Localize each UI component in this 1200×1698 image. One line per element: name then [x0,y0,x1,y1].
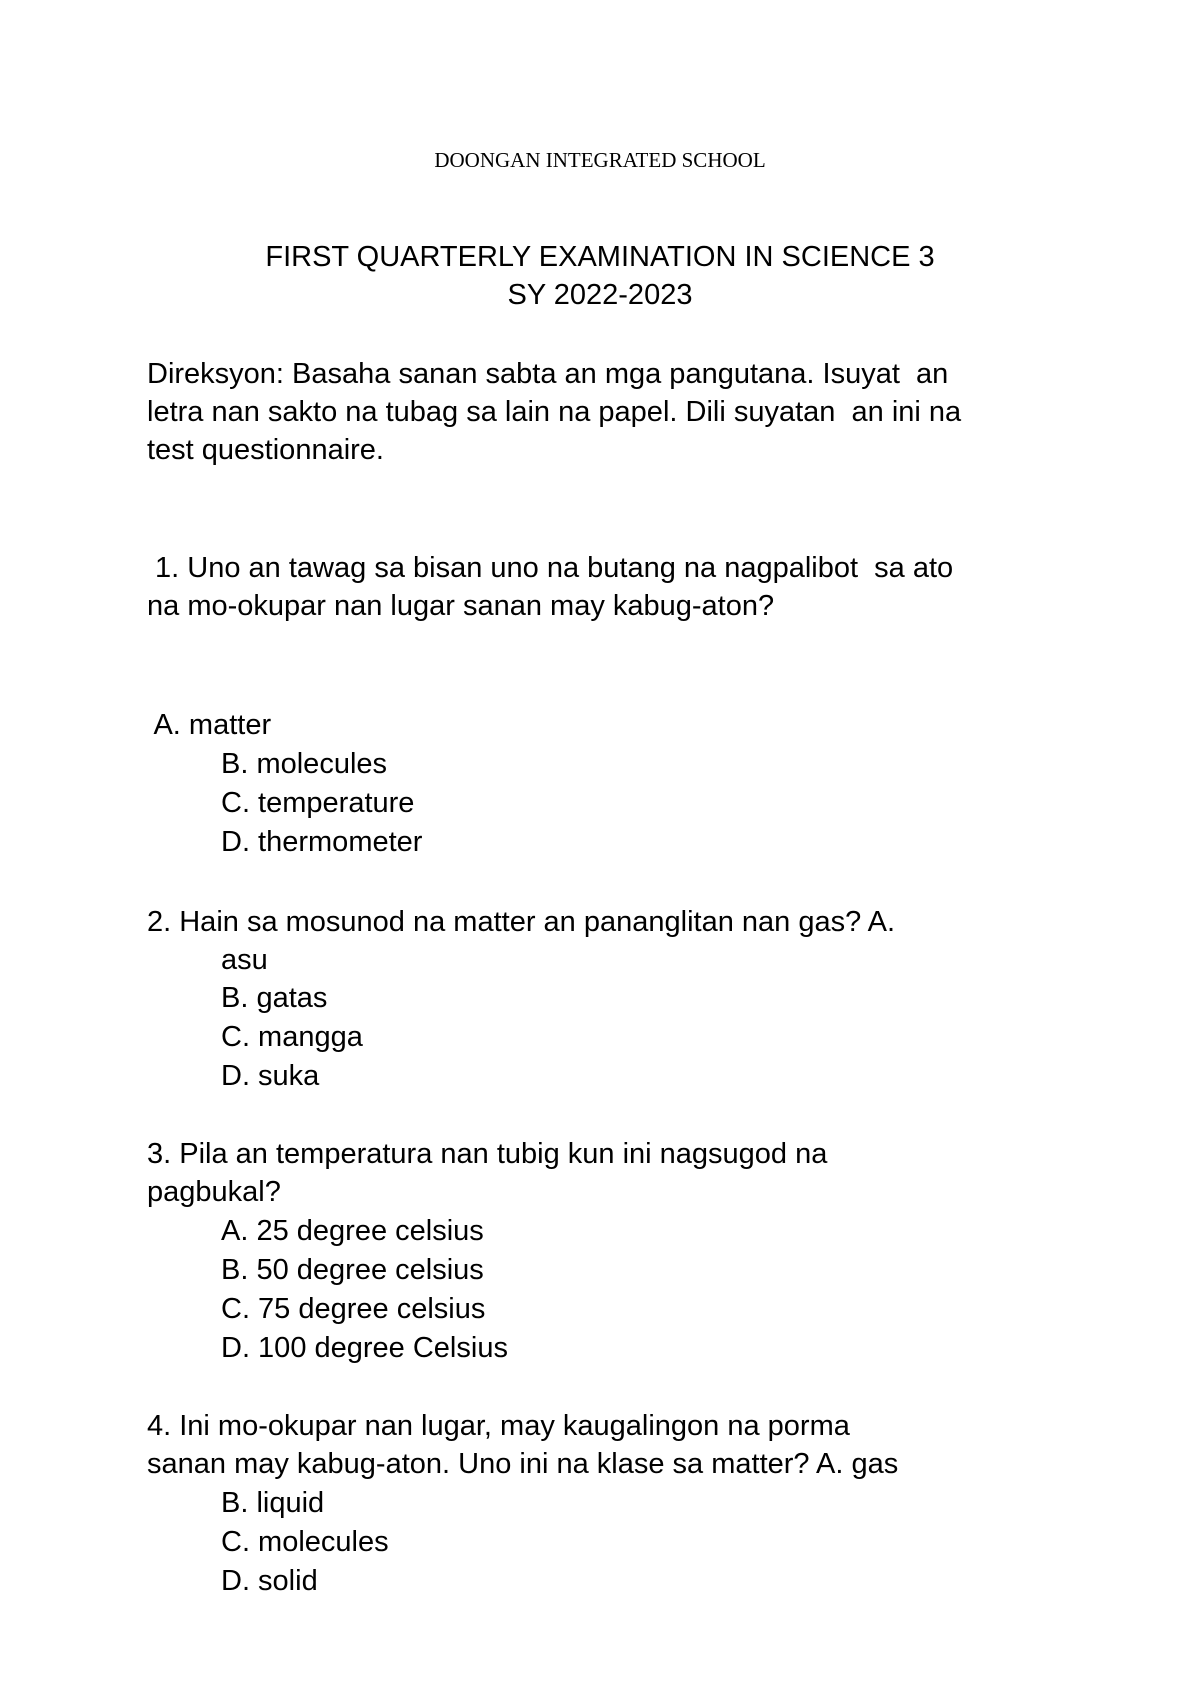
question-4-option-d: D. solid [221,1565,318,1597]
question-4-option-b: B. liquid [221,1487,325,1519]
question-1-option-c: C. temperature [221,787,415,819]
question-4-option-c: C. molecules [221,1526,389,1558]
question-1-text: 1. Uno an tawag sa bisan uno na butang na nagpalibot sa ato [147,552,954,584]
question-1-option-b: B. molecules [221,748,388,780]
question-2-option-d: D. suka [221,1060,320,1092]
school-name: DOONGAN INTEGRATED SCHOOL [434,148,766,172]
exam-title: FIRST QUARTERLY EXAMINATION IN SCIENCE 3 [265,241,935,273]
question-3-option-c: C. 75 degree celsius [221,1293,486,1325]
directions-line: test questionnaire. [147,434,384,466]
question-1-option-d: D. thermometer [221,826,423,858]
question-3-option-b: B. 50 degree celsius [221,1254,484,1286]
question-2-option-b: B. gatas [221,982,328,1014]
question-4-text: 4. Ini mo-okupar nan lugar, may kaugalingon na porma [147,1410,850,1442]
question-3-option-a: A. 25 degree celsius [221,1215,484,1247]
question-3-text: pagbukal? [147,1176,281,1208]
question-3-text: 3. Pila an temperatura nan tubig kun ini nagsugod na [147,1138,828,1170]
question-4-text: sanan may kabug-aton. Uno ini na klase sa matter? A. gas [147,1448,899,1480]
question-2-option-c: C. mangga [221,1021,363,1053]
question-3-option-d: D. 100 degree Celsius [221,1332,508,1364]
directions-line: letra nan sakto na tubag sa lain na papel. Dili suyatan an ini na [147,396,962,428]
question-1-option-a: A. matter [147,709,272,741]
question-2-option-a: asu [221,944,268,976]
directions-line: Direksyon: Basaha sanan sabta an mga pangutana. Isuyat an [147,358,949,390]
school-year: SY 2022-2023 [507,279,693,311]
question-2-text: 2. Hain sa mosunod na matter an pananglitan nan gas? A. [147,906,896,938]
question-1-text: na mo-okupar nan lugar sanan may kabug-aton? [147,590,775,622]
